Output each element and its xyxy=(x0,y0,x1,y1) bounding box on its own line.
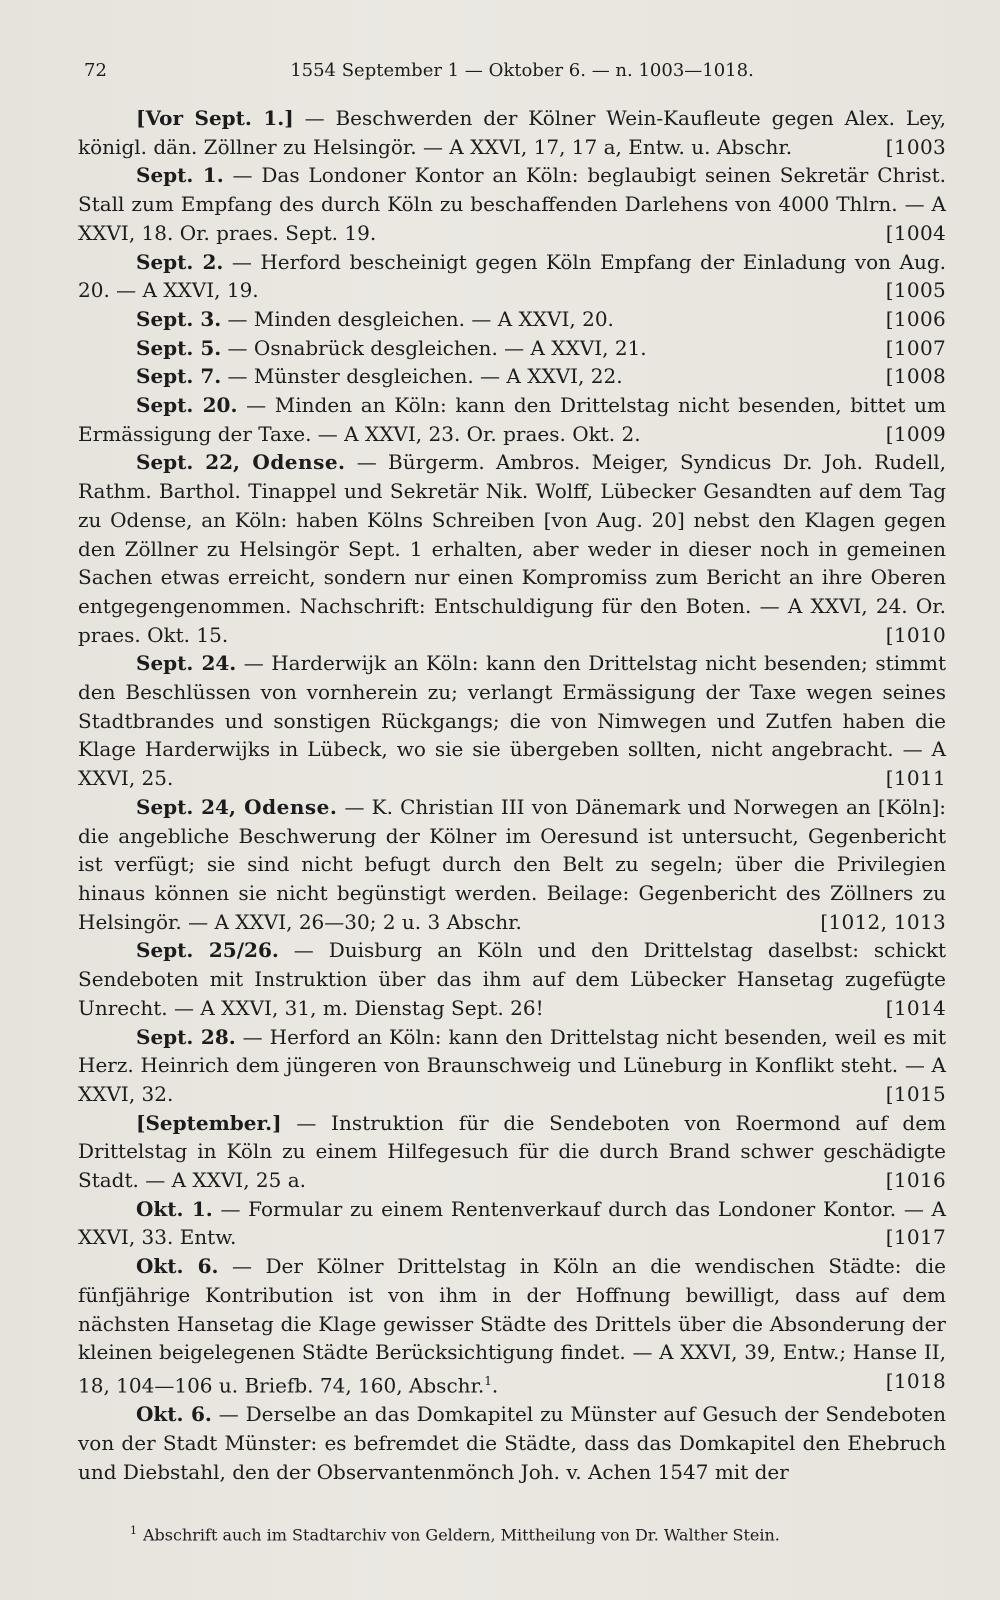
entry-text: — Der Kölner Drittelstag in Köln an die wendischen Städte: die fünfjährige Kontribution ist von ihm in der Hoffnung bewilligt, dass auf dem nächsten Hansetag die Klage gewisser Städte des Drittels über die Absonderung der kleinen beigelegenen Städte Berücksichtigung findet. — A XXVI, 39, Entw.; Hanse II, 18, 104—106 u. Briefb. 74, 160, Abschr. xyxy=(78,1254,947,1398)
entry-text: — Herford bescheinigt gegen Köln Empfang der Einladung von Aug. 20. — A XXVI, 19. xyxy=(78,249,947,303)
entry xyxy=(78,936,946,1022)
entry-date: Okt. 6. xyxy=(136,1402,212,1427)
entry-text: — Osnabrück desgleichen. — A XXVI, 21. xyxy=(221,335,647,360)
entry-number: [1017 xyxy=(885,1225,946,1250)
entry-number: [1006 xyxy=(885,306,946,331)
footnote-text: Abschrift auch im Stadtarchiv von Geldern, Mittheilung von Dr. Walther Stein. xyxy=(143,1525,780,1545)
entry xyxy=(78,391,946,448)
entry xyxy=(78,104,946,161)
running-title: 1554 September 1 — Oktober 6. — n. 1003—1018. xyxy=(290,60,754,81)
entry-number: [1012, 1013 xyxy=(820,909,946,934)
entry-text: — Duisburg an Köln und den Drittelstag daselbst: schickt Sendeboten mit Instruktion über das ihm auf dem Lübecker Hansetag zugefügte Unrecht. — A XXVI, 31, m. Dienstag Sept. 26! xyxy=(78,938,946,1020)
entry-number: [1010 xyxy=(885,622,946,647)
entry xyxy=(78,161,946,247)
entry-text: — Minden desgleichen. — A XXVI, 20. xyxy=(221,306,614,331)
entry-date: Sept. 20. xyxy=(136,393,238,418)
footnote-marker: 1 xyxy=(130,1524,137,1537)
entry-date: Sept. 24. xyxy=(136,651,237,676)
entry xyxy=(78,649,946,793)
entry-date: Sept. 2. xyxy=(136,249,224,274)
entry-date: Okt. 1. xyxy=(136,1196,213,1221)
entry-number: [1004 xyxy=(885,220,946,245)
entry xyxy=(78,793,946,937)
entry-place: Odense. xyxy=(235,794,338,819)
entry-date: Sept. 3. xyxy=(136,306,222,331)
entry xyxy=(78,334,946,363)
entry-number: [1014 xyxy=(885,995,946,1020)
entry-number: [1018 xyxy=(885,1368,946,1393)
page-header xyxy=(84,60,940,84)
entry-number: [1016 xyxy=(885,1168,946,1193)
entry-date: Sept. 25/26. xyxy=(136,938,279,963)
entry-text: — Münster desgleichen. — A XXVI, 22. xyxy=(221,364,623,389)
footnote-reference: 1 xyxy=(484,1373,492,1388)
entry xyxy=(78,1400,946,1486)
entry-date: Sept. 22, xyxy=(136,450,241,475)
page-number: 72 xyxy=(84,60,107,81)
entry xyxy=(78,1252,946,1400)
entry xyxy=(78,1023,946,1109)
entry-text: — Formular zu einem Rentenverkauf durch das Londoner Kontor. — A XXVI, 33. Entw. xyxy=(78,1196,946,1250)
entry-text: — Derselbe an das Domkapitel zu Münster auf Gesuch der Sendeboten von der Stadt Münster: es befremdet die Städte, dass das Domkapitel den Ehebruch und Diebstahl, den der Observantenmönch Joh. v. Achen 1547 mit der xyxy=(78,1402,946,1484)
entry xyxy=(78,248,946,305)
entry-place: Odense. xyxy=(240,450,346,475)
entry-date: Sept. 24, xyxy=(136,794,236,819)
footnote xyxy=(130,1520,950,1546)
entry-text: — Bürgerm. Ambros. Meiger, Syndicus Dr. Joh. Rudell, Rathm. Barthol. Tinappel und Sekretär Nik. Wolff, Lübecker Gesandten auf dem Tag zu Odense, an Köln: haben Kölns Schreiben [von Aug. 20] nebst den Klagen gegen den Zöllner zu Helsingör Sept. 1 erhalten, aber weder in dieser noch in gemeinen Sachen etwas erreicht, sondern nur einen Kompromiss zum Bericht an ihre Oberen entgegengenommen. Nachschrift: Entschuldigung für den Boten. — A XXVI, 24. Or. praes. Okt. 15. xyxy=(78,450,946,647)
entry-number: [1007 xyxy=(885,335,946,360)
entry-text: — Beschwerden der Kölner Wein-Kaufleute gegen Alex. Ley, königl. dän. Zöllner zu Helsingör. — A XXVI, 17, 17 a, Entw. u. Abschr. xyxy=(78,106,946,159)
entry-date: [September.] xyxy=(136,1110,282,1135)
entry xyxy=(78,305,946,334)
entry-text: — Minden an Köln: kann den Drittelstag nicht besenden, bittet um Ermässigung der Taxe. — A XXVI, 23. Or. praes. Okt. 2. xyxy=(78,393,946,446)
entry-number: [1015 xyxy=(885,1081,946,1106)
entry xyxy=(78,1195,946,1252)
entry-date: Okt. 6. xyxy=(136,1254,219,1279)
entry-date: Sept. 5. xyxy=(136,335,222,360)
entry-date: Sept. 1. xyxy=(136,163,224,188)
entry xyxy=(78,362,946,391)
entry-number: [1005 xyxy=(885,278,946,303)
entry-date: [Vor Sept. 1.] xyxy=(136,106,294,130)
entry-list xyxy=(78,104,946,1486)
entry-number: [1008 xyxy=(885,364,946,389)
entry xyxy=(78,448,946,649)
entry-text: — Instruktion für die Sendeboten von Roermond auf dem Drittelstag in Köln zu einem Hilfegesuch für die durch Brand schwer geschädigte Stadt. — A XXVI, 25 a. xyxy=(78,1110,946,1193)
entry-text: — K. Christian III von Dänemark und Norwegen an [Köln]: die angebliche Beschwerung der Kölner im Oeresund ist untersucht, Gegenbericht ist verfügt; sie sind nicht befugt durch den Belt zu segeln; über die Privilegien hinaus können sie nicht begünstigt werden. Beilage: Gegenbericht des Zöllners zu Helsingör. — A XXVI, 26—30; 2 u. 3 Abschr. xyxy=(78,794,946,934)
entry-date: Sept. 7. xyxy=(136,364,222,389)
entry-text: — Das Londoner Kontor an Köln: beglaubigt seinen Sekretär Christ. Stall zum Empfang des durch Köln zu beschaffenden Darlehens von 4000 Thlrn. — A XXVI, 18. Or. praes. Sept. 19. xyxy=(78,163,947,245)
entry-number: [1011 xyxy=(885,766,946,791)
entry-text: — Herford an Köln: kann den Drittelstag nicht besenden, weil es mit Herz. Heinrich dem jüngeren von Braunschweig und Lüneburg in Konflikt steht. — A XXVI, 32. xyxy=(78,1024,946,1106)
entry xyxy=(78,1109,946,1195)
entry-date: Sept. 28. xyxy=(136,1024,236,1049)
entry-text: — Harderwijk an Köln: kann den Drittelstag nicht besenden; stimmt den Beschlüssen von vornherein zu; verlangt Ermässigung der Taxe wegen seines Stadtbrandes und sonstigen Rückgangs; die von Nimwegen und Zutfen haben die Klage Harderwijks in Lübeck, wo sie sie übergeben sollten, nicht angebracht. — A XXVI, 25. xyxy=(78,651,946,791)
entry-number: [1009 xyxy=(885,421,946,446)
entry-number: [1003 xyxy=(885,134,946,159)
entry-text-tail: . xyxy=(491,1373,499,1398)
